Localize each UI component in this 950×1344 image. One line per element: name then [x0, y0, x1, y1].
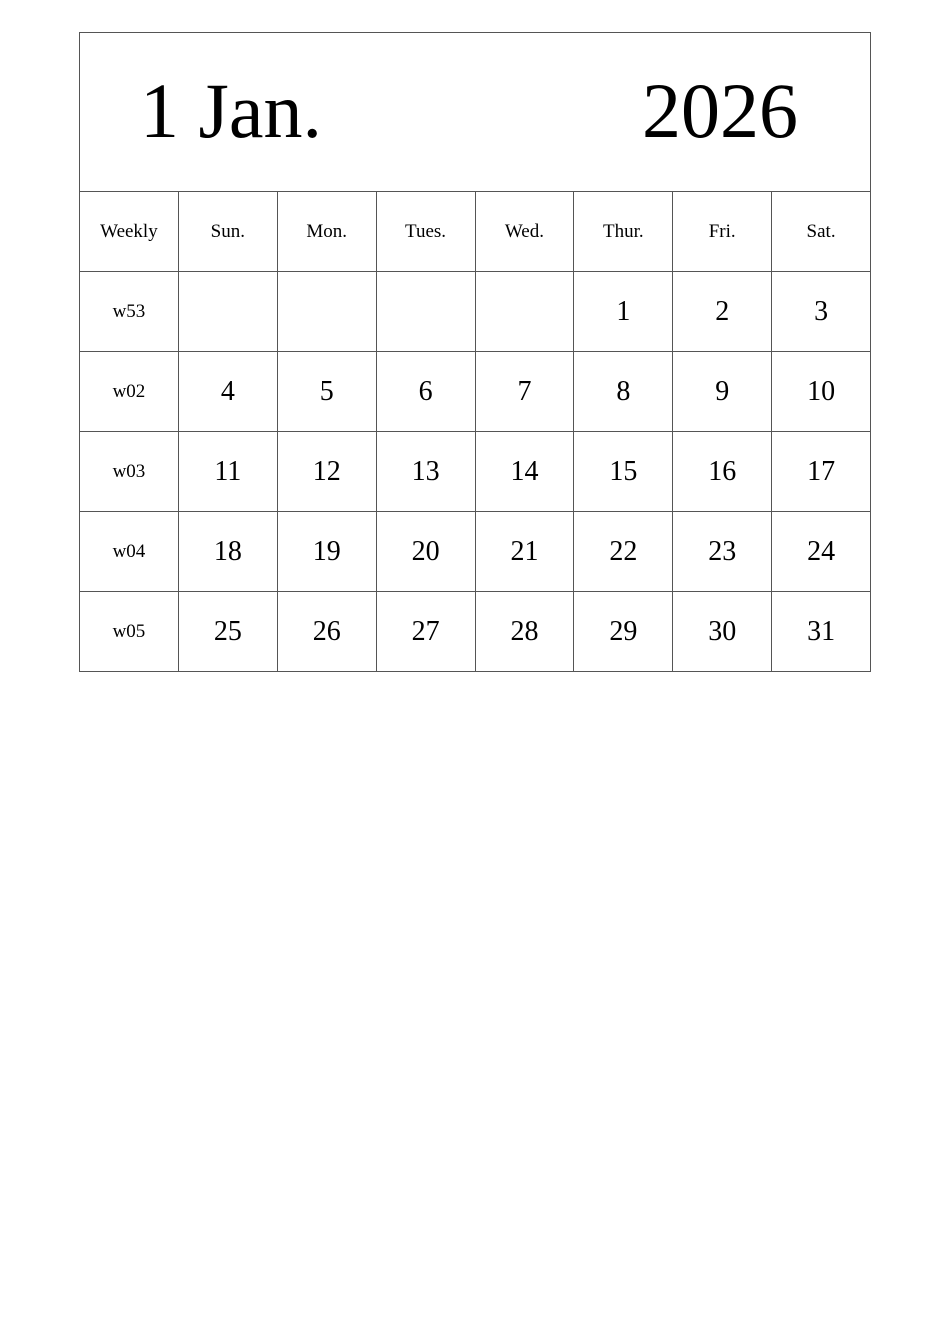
day-cell: 27 [376, 592, 475, 672]
day-cell: 23 [673, 512, 772, 592]
day-cell: 19 [277, 512, 376, 592]
week-row [80, 432, 871, 512]
day-cell: 18 [178, 512, 277, 592]
column-header-fri: Fri. [673, 192, 772, 272]
weekday-header-row [80, 192, 871, 272]
week-number: w04 [80, 512, 179, 592]
day-cell: 16 [673, 432, 772, 512]
week-row [80, 592, 871, 672]
day-cell: 12 [277, 432, 376, 512]
year-title: 2026 [642, 67, 798, 154]
day-cell: 11 [178, 432, 277, 512]
day-cell: 10 [772, 352, 871, 432]
day-cell: 6 [376, 352, 475, 432]
title-wrap [80, 33, 870, 191]
day-cell: 8 [574, 352, 673, 432]
column-header-thu: Thur. [574, 192, 673, 272]
day-cell: 25 [178, 592, 277, 672]
week-number: w05 [80, 592, 179, 672]
day-cell: 14 [475, 432, 574, 512]
day-cell: 4 [178, 352, 277, 432]
day-cell: 7 [475, 352, 574, 432]
day-cell: 26 [277, 592, 376, 672]
column-header-wed: Wed. [475, 192, 574, 272]
day-cell: 9 [673, 352, 772, 432]
day-cell: 21 [475, 512, 574, 592]
day-cell: 24 [772, 512, 871, 592]
day-cell: 3 [772, 272, 871, 352]
day-cell: 15 [574, 432, 673, 512]
week-row [80, 512, 871, 592]
column-header-sun: Sun. [178, 192, 277, 272]
day-cell: 31 [772, 592, 871, 672]
column-header-tue: Tues. [376, 192, 475, 272]
column-header-sat: Sat. [772, 192, 871, 272]
title-cell [80, 33, 871, 192]
week-number: w02 [80, 352, 179, 432]
week-row [80, 352, 871, 432]
day-cell: 28 [475, 592, 574, 672]
week-row [80, 272, 871, 352]
day-cell: 29 [574, 592, 673, 672]
day-cell: 5 [277, 352, 376, 432]
column-header-mon: Mon. [277, 192, 376, 272]
day-cell: 2 [673, 272, 772, 352]
day-cell: 13 [376, 432, 475, 512]
month-title: 1 Jan. [140, 67, 322, 154]
day-cell: 30 [673, 592, 772, 672]
week-number: w03 [80, 432, 179, 512]
day-cell [475, 272, 574, 352]
day-cell: 1 [574, 272, 673, 352]
column-header-weekly: Weekly [80, 192, 179, 272]
week-number: w53 [80, 272, 179, 352]
day-cell: 22 [574, 512, 673, 592]
day-cell [178, 272, 277, 352]
day-cell: 20 [376, 512, 475, 592]
day-cell [277, 272, 376, 352]
title-row [80, 33, 871, 192]
day-cell: 17 [772, 432, 871, 512]
day-cell [376, 272, 475, 352]
calendar-table [79, 32, 871, 672]
